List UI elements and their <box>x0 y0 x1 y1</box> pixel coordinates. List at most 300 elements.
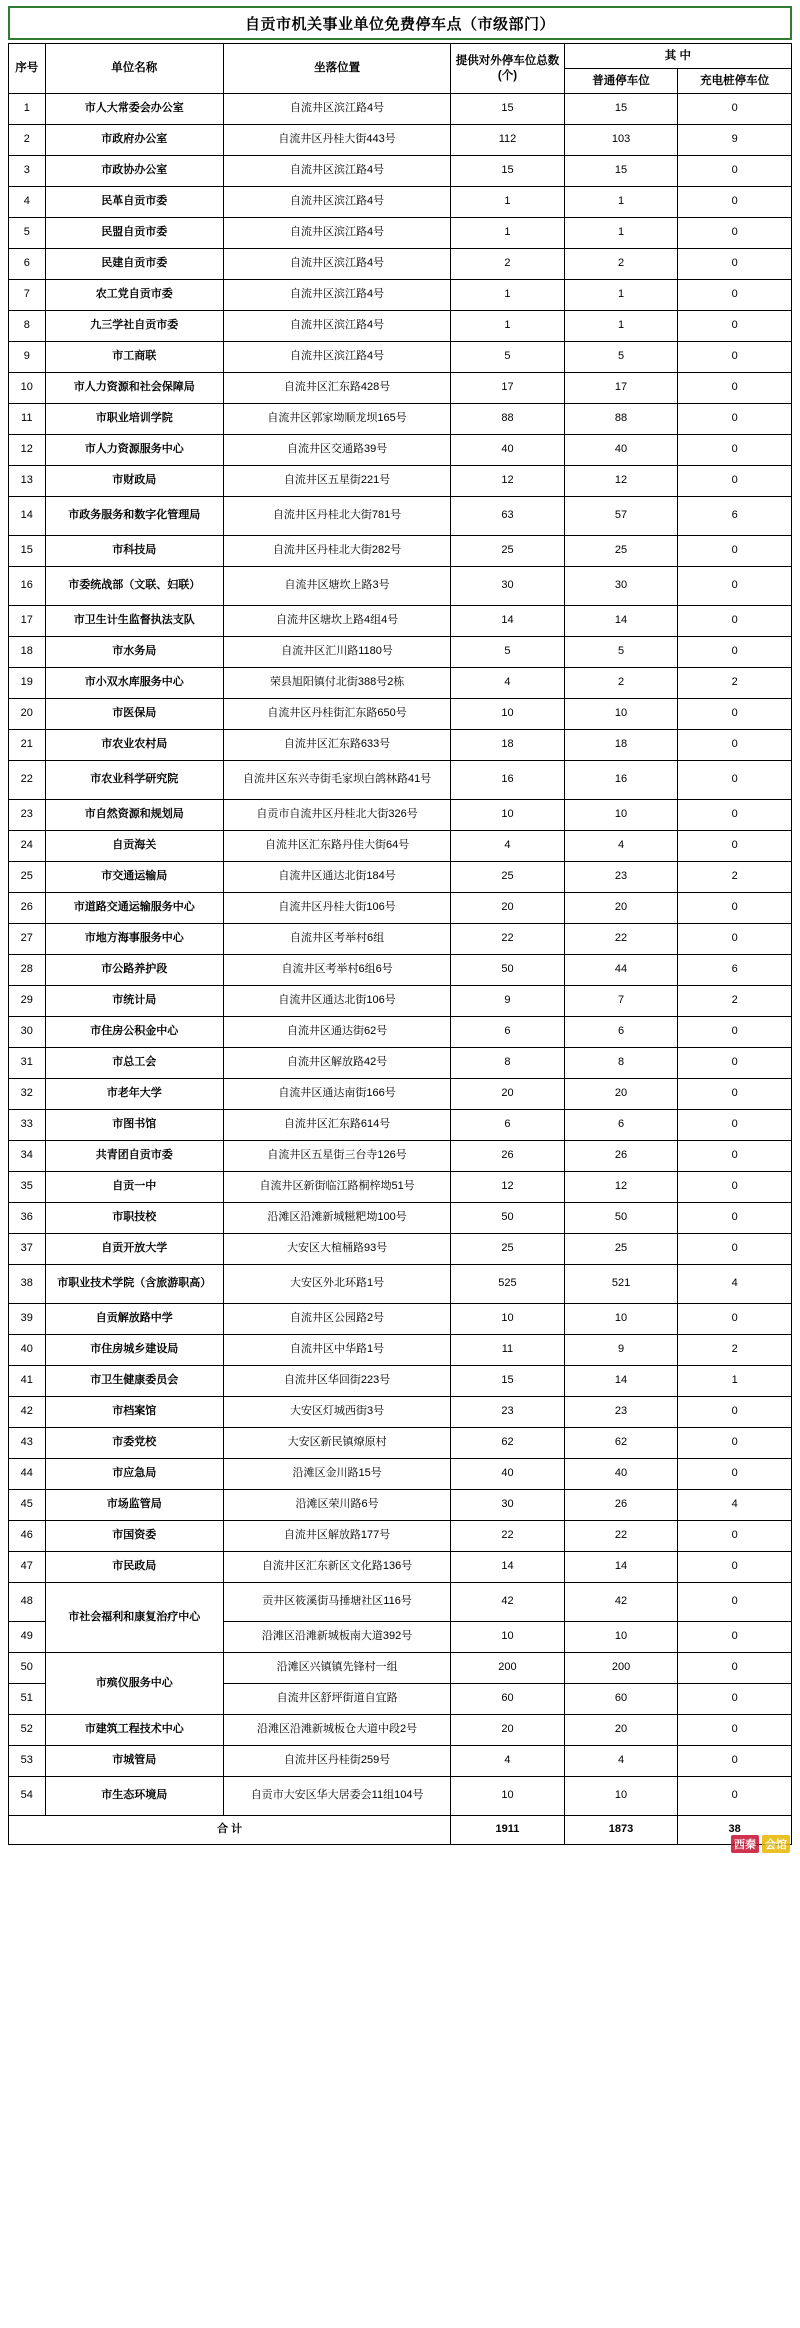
cell-location: 自流井区滨江路4号 <box>224 156 451 187</box>
cell-location: 自流井区公园路2号 <box>224 1304 451 1335</box>
cell-location: 自流井区丹桂大街106号 <box>224 893 451 924</box>
cell-normal: 14 <box>564 606 678 637</box>
cell-charging: 0 <box>678 1777 792 1816</box>
cell-charging: 0 <box>678 1653 792 1684</box>
cell-location: 自流井区东兴寺街毛家坝白鸽林路41号 <box>224 761 451 800</box>
table-footer <box>9 1816 792 1845</box>
cell-index: 40 <box>9 1335 46 1366</box>
cell-index: 27 <box>9 924 46 955</box>
cell-total: 11 <box>451 1335 565 1366</box>
cell-total: 6 <box>451 1017 565 1048</box>
table-row <box>9 435 792 466</box>
cell-location: 自流井区滨江路4号 <box>224 218 451 249</box>
cell-normal: 25 <box>564 1234 678 1265</box>
cell-location: 自流井区丹桂街259号 <box>224 1746 451 1777</box>
cell-total: 4 <box>451 1746 565 1777</box>
cell-location: 自流井区汇东路丹佳大街64号 <box>224 831 451 862</box>
cell-index: 31 <box>9 1048 46 1079</box>
cell-normal: 4 <box>564 1746 678 1777</box>
cell-location: 自流井区丹桂街汇东路650号 <box>224 699 451 730</box>
cell-charging: 4 <box>678 1490 792 1521</box>
cell-unit-name: 市农业农村局 <box>45 730 224 761</box>
cell-charging: 0 <box>678 218 792 249</box>
cell-charging: 0 <box>678 1017 792 1048</box>
cell-location: 自流井区考举村6组6号 <box>224 955 451 986</box>
document-title-bar <box>8 6 792 40</box>
cell-normal: 30 <box>564 567 678 606</box>
cell-location: 自流井区交通路39号 <box>224 435 451 466</box>
table-row <box>9 1265 792 1304</box>
cell-index: 28 <box>9 955 46 986</box>
cell-unit-name: 市地方海事服务中心 <box>45 924 224 955</box>
cell-normal: 103 <box>564 125 678 156</box>
cell-location: 自流井区通达北街184号 <box>224 862 451 893</box>
cell-index: 13 <box>9 466 46 497</box>
cell-normal: 9 <box>564 1335 678 1366</box>
cell-unit-name: 市老年大学 <box>45 1079 224 1110</box>
cell-index: 51 <box>9 1684 46 1715</box>
cell-index: 4 <box>9 187 46 218</box>
cell-charging: 0 <box>678 1110 792 1141</box>
cell-total: 10 <box>451 800 565 831</box>
cell-unit-name: 市国资委 <box>45 1521 224 1552</box>
cell-index: 20 <box>9 699 46 730</box>
table-row <box>9 668 792 699</box>
cell-charging: 0 <box>678 435 792 466</box>
cell-location: 自流井区滨江路4号 <box>224 280 451 311</box>
table-row <box>9 249 792 280</box>
table-row <box>9 862 792 893</box>
cell-charging: 0 <box>678 1459 792 1490</box>
table-row <box>9 1234 792 1265</box>
cell-location: 自流井区塘坎上路4组4号 <box>224 606 451 637</box>
cell-total: 60 <box>451 1684 565 1715</box>
cell-location: 沿滩区金川路15号 <box>224 1459 451 1490</box>
table-row <box>9 373 792 404</box>
cell-normal: 2 <box>564 249 678 280</box>
cell-index: 5 <box>9 218 46 249</box>
table-row <box>9 342 792 373</box>
cell-index: 22 <box>9 761 46 800</box>
cell-index: 29 <box>9 986 46 1017</box>
cell-location: 自流井区汇东路633号 <box>224 730 451 761</box>
table-row <box>9 955 792 986</box>
cell-unit-name: 市场监管局 <box>45 1490 224 1521</box>
cell-unit-name: 市职技校 <box>45 1203 224 1234</box>
cell-normal: 16 <box>564 761 678 800</box>
cell-total: 40 <box>451 435 565 466</box>
cell-index: 3 <box>9 156 46 187</box>
cell-total: 20 <box>451 893 565 924</box>
cell-location: 自流井区丹桂北大街282号 <box>224 536 451 567</box>
cell-unit-name: 市政府办公室 <box>45 125 224 156</box>
table-row <box>9 606 792 637</box>
cell-unit-name: 市应急局 <box>45 1459 224 1490</box>
watermark-part1: 西秦 <box>731 1835 759 1853</box>
cell-total: 42 <box>451 1583 565 1622</box>
cell-location: 自流井区考举村6组 <box>224 924 451 955</box>
cell-charging: 0 <box>678 1521 792 1552</box>
cell-unit-name: 自贡开放大学 <box>45 1234 224 1265</box>
cell-unit-name: 市社会福利和康复治疗中心 <box>45 1583 224 1653</box>
cell-total: 200 <box>451 1653 565 1684</box>
cell-location: 自流井区汇川路1180号 <box>224 637 451 668</box>
cell-index: 8 <box>9 311 46 342</box>
cell-unit-name: 民盟自贡市委 <box>45 218 224 249</box>
cell-unit-name: 市人大常委会办公室 <box>45 94 224 125</box>
cell-index: 10 <box>9 373 46 404</box>
cell-unit-name: 市财政局 <box>45 466 224 497</box>
cell-index: 1 <box>9 94 46 125</box>
cell-total: 20 <box>451 1079 565 1110</box>
cell-total: 88 <box>451 404 565 435</box>
cell-normal: 7 <box>564 986 678 1017</box>
cell-index: 50 <box>9 1653 46 1684</box>
cell-charging: 0 <box>678 1203 792 1234</box>
cell-total: 10 <box>451 699 565 730</box>
cell-index: 54 <box>9 1777 46 1816</box>
cell-location: 自流井区滨江路4号 <box>224 249 451 280</box>
cell-unit-name: 农工党自贡市委 <box>45 280 224 311</box>
cell-total: 10 <box>451 1622 565 1653</box>
cell-total: 10 <box>451 1304 565 1335</box>
cell-index: 6 <box>9 249 46 280</box>
total-label: 合 计 <box>9 1816 451 1845</box>
cell-total: 40 <box>451 1459 565 1490</box>
cell-unit-name: 市卫生健康委员会 <box>45 1366 224 1397</box>
watermark <box>731 1835 790 1853</box>
cell-location: 自流井区华回街223号 <box>224 1366 451 1397</box>
cell-unit-name: 市工商联 <box>45 342 224 373</box>
table-row <box>9 156 792 187</box>
cell-unit-name: 自贡解放路中学 <box>45 1304 224 1335</box>
cell-location: 自流井区解放路42号 <box>224 1048 451 1079</box>
cell-normal: 42 <box>564 1583 678 1622</box>
table-row <box>9 1583 792 1622</box>
cell-unit-name: 市卫生计生监督执法支队 <box>45 606 224 637</box>
cell-location: 自流井区通达南街166号 <box>224 1079 451 1110</box>
cell-index: 34 <box>9 1141 46 1172</box>
cell-normal: 12 <box>564 1172 678 1203</box>
cell-charging: 6 <box>678 955 792 986</box>
parking-table <box>8 43 792 1845</box>
table-row <box>9 1203 792 1234</box>
cell-charging: 0 <box>678 1583 792 1622</box>
table-body <box>9 94 792 1816</box>
cell-total: 26 <box>451 1141 565 1172</box>
cell-charging: 1 <box>678 1366 792 1397</box>
cell-index: 35 <box>9 1172 46 1203</box>
table-row <box>9 404 792 435</box>
cell-unit-name: 市住房城乡建设局 <box>45 1335 224 1366</box>
cell-charging: 0 <box>678 536 792 567</box>
cell-unit-name: 市城管局 <box>45 1746 224 1777</box>
table-row <box>9 1366 792 1397</box>
cell-normal: 25 <box>564 536 678 567</box>
cell-index: 36 <box>9 1203 46 1234</box>
table-row <box>9 1521 792 1552</box>
cell-charging: 0 <box>678 637 792 668</box>
cell-location: 自贡市自流井区丹桂北大街326号 <box>224 800 451 831</box>
cell-charging: 0 <box>678 1141 792 1172</box>
cell-location: 自流井区五星街三台寺126号 <box>224 1141 451 1172</box>
cell-location: 荣县旭阳镇付北街388号2栋 <box>224 668 451 699</box>
cell-charging: 0 <box>678 1622 792 1653</box>
cell-total: 25 <box>451 862 565 893</box>
cell-total: 12 <box>451 466 565 497</box>
header-normal: 普通停车位 <box>564 69 678 94</box>
cell-normal: 40 <box>564 1459 678 1490</box>
cell-total: 1 <box>451 187 565 218</box>
cell-unit-name: 自贡海关 <box>45 831 224 862</box>
cell-total: 525 <box>451 1265 565 1304</box>
cell-unit-name: 市政务服务和数字化管理局 <box>45 497 224 536</box>
cell-location: 贡井区筱溪街马捶塘社区116号 <box>224 1583 451 1622</box>
cell-normal: 6 <box>564 1017 678 1048</box>
table-row <box>9 730 792 761</box>
cell-location: 自流井区中华路1号 <box>224 1335 451 1366</box>
table-row <box>9 567 792 606</box>
cell-total: 9 <box>451 986 565 1017</box>
cell-total: 5 <box>451 342 565 373</box>
cell-normal: 1 <box>564 311 678 342</box>
table-row <box>9 125 792 156</box>
cell-index: 9 <box>9 342 46 373</box>
cell-charging: 0 <box>678 893 792 924</box>
cell-index: 42 <box>9 1397 46 1428</box>
cell-normal: 4 <box>564 831 678 862</box>
cell-normal: 14 <box>564 1366 678 1397</box>
cell-normal: 15 <box>564 94 678 125</box>
header-location: 坐落位置 <box>224 44 451 94</box>
cell-normal: 10 <box>564 1304 678 1335</box>
cell-total: 8 <box>451 1048 565 1079</box>
table-row <box>9 1490 792 1521</box>
cell-index: 19 <box>9 668 46 699</box>
table-row <box>9 699 792 730</box>
cell-normal: 521 <box>564 1265 678 1304</box>
cell-unit-name: 市职业培训学院 <box>45 404 224 435</box>
cell-charging: 0 <box>678 342 792 373</box>
cell-location: 自流井区新街临江路桐梓坳51号 <box>224 1172 451 1203</box>
cell-unit-name: 市自然资源和规划局 <box>45 800 224 831</box>
cell-charging: 0 <box>678 156 792 187</box>
cell-normal: 1 <box>564 187 678 218</box>
cell-location: 自流井区丹桂北大街781号 <box>224 497 451 536</box>
cell-unit-name: 市人力资源和社会保障局 <box>45 373 224 404</box>
header-total: 提供对外停车位总数(个) <box>451 44 565 94</box>
cell-normal: 22 <box>564 1521 678 1552</box>
cell-location: 自流井区郭家坳顺龙坝165号 <box>224 404 451 435</box>
cell-unit-name: 市民政局 <box>45 1552 224 1583</box>
cell-total: 2 <box>451 249 565 280</box>
cell-charging: 6 <box>678 497 792 536</box>
cell-location: 自流井区滨江路4号 <box>224 311 451 342</box>
table-row <box>9 761 792 800</box>
cell-location: 自流井区塘坎上路3号 <box>224 567 451 606</box>
cell-normal: 200 <box>564 1653 678 1684</box>
cell-normal: 10 <box>564 1777 678 1816</box>
cell-location: 沿滩区荣川路6号 <box>224 1490 451 1521</box>
cell-total: 22 <box>451 1521 565 1552</box>
table-row <box>9 1653 792 1684</box>
cell-unit-name: 市建筑工程技术中心 <box>45 1715 224 1746</box>
table-row <box>9 536 792 567</box>
table-row <box>9 187 792 218</box>
cell-unit-name: 市医保局 <box>45 699 224 730</box>
cell-unit-name: 市水务局 <box>45 637 224 668</box>
cell-index: 30 <box>9 1017 46 1048</box>
cell-total: 18 <box>451 730 565 761</box>
total-row <box>9 1816 792 1845</box>
cell-index: 18 <box>9 637 46 668</box>
cell-charging: 0 <box>678 761 792 800</box>
cell-charging: 2 <box>678 1335 792 1366</box>
cell-location: 沿滩区沿滩新城板南大道392号 <box>224 1622 451 1653</box>
cell-total: 17 <box>451 373 565 404</box>
cell-location: 沿滩区沿滩新城糍粑坳100号 <box>224 1203 451 1234</box>
cell-unit-name: 市总工会 <box>45 1048 224 1079</box>
cell-total: 14 <box>451 606 565 637</box>
cell-charging: 0 <box>678 1172 792 1203</box>
table-row <box>9 986 792 1017</box>
cell-normal: 2 <box>564 668 678 699</box>
cell-unit-name: 市统计局 <box>45 986 224 1017</box>
cell-index: 17 <box>9 606 46 637</box>
cell-location: 自流井区舒坪街道自宜路 <box>224 1684 451 1715</box>
cell-location: 自流井区汇东路428号 <box>224 373 451 404</box>
table-row <box>9 637 792 668</box>
cell-location: 自流井区通达北街106号 <box>224 986 451 1017</box>
cell-total: 25 <box>451 1234 565 1265</box>
cell-charging: 2 <box>678 986 792 1017</box>
table-row <box>9 94 792 125</box>
table-row <box>9 1048 792 1079</box>
cell-total: 23 <box>451 1397 565 1428</box>
cell-location: 自流井区汇东路614号 <box>224 1110 451 1141</box>
cell-normal: 44 <box>564 955 678 986</box>
cell-normal: 26 <box>564 1141 678 1172</box>
cell-charging: 0 <box>678 1428 792 1459</box>
cell-index: 11 <box>9 404 46 435</box>
table-row <box>9 800 792 831</box>
cell-location: 自贡市大安区华大居委会11组104号 <box>224 1777 451 1816</box>
cell-index: 47 <box>9 1552 46 1583</box>
cell-normal: 60 <box>564 1684 678 1715</box>
cell-unit-name: 九三学社自贡市委 <box>45 311 224 342</box>
cell-index: 41 <box>9 1366 46 1397</box>
cell-normal: 20 <box>564 893 678 924</box>
cell-normal: 50 <box>564 1203 678 1234</box>
cell-unit-name: 市图书馆 <box>45 1110 224 1141</box>
cell-charging: 0 <box>678 699 792 730</box>
cell-charging: 0 <box>678 373 792 404</box>
cell-unit-name: 市公路养护段 <box>45 955 224 986</box>
table-row <box>9 497 792 536</box>
table-row <box>9 466 792 497</box>
cell-location: 自流井区滨江路4号 <box>224 187 451 218</box>
cell-total: 1 <box>451 280 565 311</box>
table-row <box>9 1397 792 1428</box>
cell-location: 自流井区解放路177号 <box>224 1521 451 1552</box>
cell-index: 14 <box>9 497 46 536</box>
cell-unit-name: 市委党校 <box>45 1428 224 1459</box>
table-row <box>9 1746 792 1777</box>
cell-index: 16 <box>9 567 46 606</box>
cell-normal: 40 <box>564 435 678 466</box>
cell-normal: 23 <box>564 862 678 893</box>
cell-location: 沿滩区兴镇镇先锋村一组 <box>224 1653 451 1684</box>
cell-index: 37 <box>9 1234 46 1265</box>
cell-normal: 10 <box>564 800 678 831</box>
cell-charging: 0 <box>678 1684 792 1715</box>
cell-index: 21 <box>9 730 46 761</box>
cell-total: 50 <box>451 1203 565 1234</box>
cell-index: 53 <box>9 1746 46 1777</box>
total-normal: 1873 <box>564 1816 678 1845</box>
cell-index: 2 <box>9 125 46 156</box>
cell-index: 44 <box>9 1459 46 1490</box>
cell-normal: 22 <box>564 924 678 955</box>
cell-index: 52 <box>9 1715 46 1746</box>
cell-total: 14 <box>451 1552 565 1583</box>
cell-normal: 57 <box>564 497 678 536</box>
cell-normal: 18 <box>564 730 678 761</box>
cell-normal: 1 <box>564 280 678 311</box>
cell-total: 6 <box>451 1110 565 1141</box>
cell-total: 22 <box>451 924 565 955</box>
cell-index: 32 <box>9 1079 46 1110</box>
cell-charging: 0 <box>678 404 792 435</box>
cell-location: 大安区外北环路1号 <box>224 1265 451 1304</box>
cell-total: 15 <box>451 94 565 125</box>
cell-charging: 0 <box>678 280 792 311</box>
cell-unit-name: 市生态环境局 <box>45 1777 224 1816</box>
cell-unit-name: 市道路交通运输服务中心 <box>45 893 224 924</box>
cell-index: 48 <box>9 1583 46 1622</box>
cell-charging: 2 <box>678 862 792 893</box>
cell-index: 7 <box>9 280 46 311</box>
cell-unit-name: 自贡一中 <box>45 1172 224 1203</box>
cell-charging: 0 <box>678 94 792 125</box>
cell-location: 自流井区汇东新区文化路136号 <box>224 1552 451 1583</box>
cell-index: 25 <box>9 862 46 893</box>
header-charging: 充电桩停车位 <box>678 69 792 94</box>
cell-location: 沿滩区沿滩新城板仓大道中段2号 <box>224 1715 451 1746</box>
cell-unit-name: 市档案馆 <box>45 1397 224 1428</box>
cell-unit-name: 市科技局 <box>45 536 224 567</box>
table-row <box>9 893 792 924</box>
page-title: 自贡市机关事业单位免费停车点（市级部门） <box>244 15 555 33</box>
table-row <box>9 1715 792 1746</box>
total-charging: 38 <box>678 1816 792 1845</box>
cell-charging: 0 <box>678 1048 792 1079</box>
cell-unit-name: 市委统战部（文联、妇联） <box>45 567 224 606</box>
cell-normal: 62 <box>564 1428 678 1459</box>
table-row <box>9 218 792 249</box>
watermark-part2: 会馆 <box>762 1835 790 1853</box>
cell-total: 50 <box>451 955 565 986</box>
cell-charging: 0 <box>678 1397 792 1428</box>
cell-total: 25 <box>451 536 565 567</box>
cell-charging: 0 <box>678 831 792 862</box>
cell-index: 26 <box>9 893 46 924</box>
cell-charging: 0 <box>678 800 792 831</box>
table-row <box>9 924 792 955</box>
cell-normal: 10 <box>564 1622 678 1653</box>
cell-index: 49 <box>9 1622 46 1653</box>
table-row <box>9 1304 792 1335</box>
